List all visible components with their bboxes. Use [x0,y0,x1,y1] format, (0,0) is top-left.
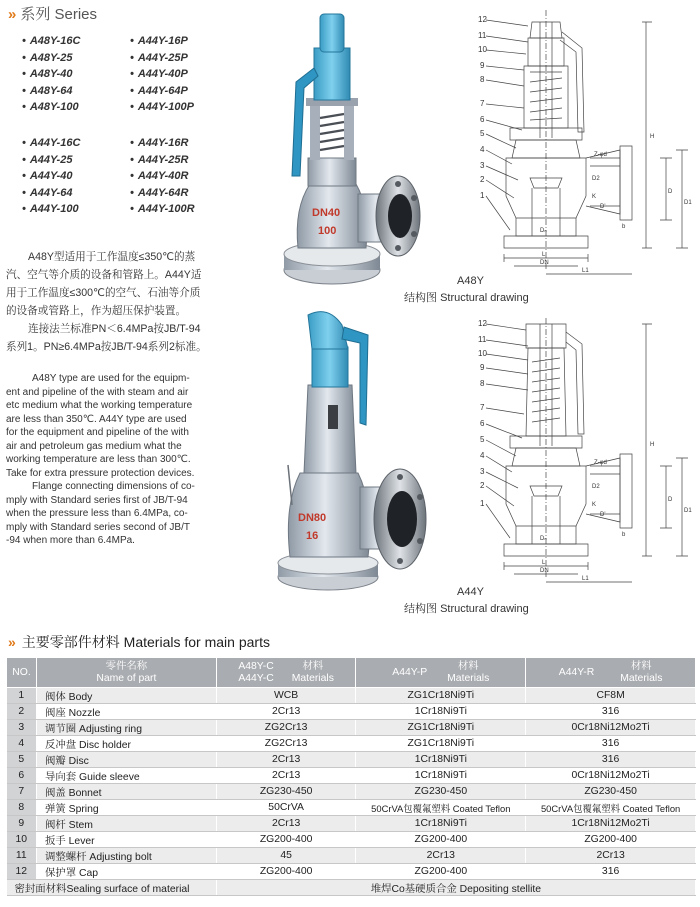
model-item: • A44Y-25P [130,51,188,64]
header-col2: A44Y-P 材料 Materials [356,658,526,688]
part-number-label: 3 [480,467,485,476]
model-item: • A44Y-100 [22,203,79,216]
part-number-label: 7 [480,403,485,412]
part-number-label: 7 [480,99,485,108]
table-row: 1 阀体 Body WCB ZG1Cr18Ni9Ti CF8M [7,688,696,704]
model-item: • A44Y-64 [22,186,73,199]
part-number-label: 9 [480,61,485,70]
dimension-label: K [592,502,597,508]
dimension-label: b [622,224,626,230]
dimension-label: Z-φd [594,460,607,466]
part-number-label: 12 [478,319,487,328]
model-item: • A44Y-64P [130,84,188,97]
header-col3: A44Y-R 材料 Materials [526,658,696,688]
sealing-label: 密封面材料Sealing surface of material [7,880,217,896]
part-number-label: 11 [478,335,487,344]
model-item: • A44Y-16P [130,35,188,47]
model-item: • A44Y-100P [130,101,194,114]
part-number-label: 10 [478,45,487,54]
dimension-label: Dₙ [540,228,547,234]
drawing-caption: 结构图 Structural drawing [404,292,529,304]
part-number-label: 6 [480,115,485,124]
drawing-caption: 结构图 Structural drawing [404,603,529,615]
model-item: • A44Y-64R [130,186,189,199]
structural-drawing-a48y [470,8,698,278]
dimension-label: H [650,442,655,448]
model-item: • A44Y-25 [22,153,73,166]
dimension-label: L [542,560,546,566]
dimension-label: Dₙ [540,536,547,542]
sealing-value: 堆焊Co基硬质合金 Depositing stellite [216,880,695,896]
valve-body-text: DN80 [298,512,327,524]
dimension-label: D' [600,204,606,210]
sealing-row [7,880,696,896]
part-number-label: 11 [478,31,487,40]
part-number-label: 5 [480,435,485,444]
model-list-a44y-r [130,135,260,218]
valve-body-text: 100 [318,225,337,237]
table-row: 4 反冲盘 Disc holder ZG2Cr13 ZG1Cr18Ni9Ti 316 [7,736,696,752]
table-row: 10 扳手 Lever ZG200-400 ZG200-400 ZG200-400 [7,832,696,848]
dimension-label: DN [540,260,549,266]
part-number-label: 8 [480,379,485,388]
dimension-label: K [592,194,597,200]
drawing-model-label: A48Y [457,275,484,287]
table-row: 11 调整螺杆 Adjusting bolt 45 2Cr13 2Cr13 [7,848,696,864]
dimension-label: D2 [592,176,600,182]
dimension-label: Z-φd [594,152,607,158]
table-row: 9 阀杆 Stem 2Cr13 1Cr18Ni9Ti 1Cr18Ni12Mo2Ti [7,816,696,832]
table-header-row [7,658,696,688]
part-number-label: 3 [480,161,485,170]
model-item: • A48Y-16C [22,35,81,47]
model-item: • A44Y-40 [22,170,73,183]
materials-title-text: 主要零部件材料 Materials for main parts [21,634,270,650]
series-title [8,3,97,24]
part-number-label: 1 [480,191,485,200]
part-number-label: 8 [480,75,485,84]
table-row: 2 阀座 Nozzle 2Cr13 1Cr18Ni9Ti 316 [7,704,696,720]
model-item: • A48Y-64 [22,84,73,97]
part-number-label: 4 [480,451,485,460]
valve-body-text: DN40 [312,207,341,219]
description-en: A48Y type are used for the equipm- ent and pipeline of the with steam and air etc medium what the working temperature are less than 350℃. A44Y type are used for the equipment and pipeline of the with air and petroleum gas medium what the working temperature are less than 300℃. Take for extra pressure protection devices. Flange connecting dimensions of co- mply with Standard series first of JB/T-94 when the pressure less than 6.4MPa, co- mply with Standard series second of JB/T -94 when more than 6.4MPa. [6,373,195,546]
part-number-label: 12 [478,15,487,24]
table-row: 6 导向套 Guide sleeve 2Cr13 1Cr18Ni9Ti 0Cr18Ni12Mo2Ti [7,768,696,784]
dimension-label: L1 [582,268,589,274]
model-item: • A44Y-25R [130,153,189,166]
part-number-label: 2 [480,175,485,184]
materials-table [6,657,696,896]
model-item: • A44Y-40R [130,170,189,183]
dimension-label: b [622,532,626,538]
dimension-label: D2 [592,484,600,490]
part-number-label: 2 [480,481,485,490]
dimension-label: D [668,497,673,503]
part-number-label: 9 [480,363,485,372]
dimension-label: H [650,134,655,140]
materials-title [8,632,270,652]
model-item: • A48Y-25 [22,51,73,64]
header-col1: A48Y-C A44Y-C 材料 Materials [216,658,356,688]
dimension-label: L [542,252,546,258]
model-item: • A44Y-100R [130,203,195,216]
part-number-label: 10 [478,349,487,358]
table-row: 7 阀盖 Bonnet ZG230-450 ZG230-450 ZG230-450 [7,784,696,800]
header-part: 零件名称 Name of part [36,658,216,688]
model-item: • A48Y-40 [22,68,73,81]
model-item: • A44Y-16C [22,137,81,149]
dimension-label: D1 [684,200,692,206]
description-cn: A48Y型适用于工作温度≤350℃的蒸 汽、空气等介质的设备和管路上。A44Y适 用于工作温度≤300℃的空气、石油等介质 的设备或管路上，作为超压保护装置。 连接法兰标准PN＜6.4MPa按JB/T-94 系列1。PN≥6.4MPa按JB/T-94系列2标准。 [6,251,207,353]
model-item: • A48Y-100 [22,101,79,114]
dimension-label: DN [540,568,549,574]
part-number-label: 5 [480,129,485,138]
model-item: • A44Y-16R [130,137,189,149]
dimension-label: L1 [582,576,589,582]
valve-photo-a44y [268,305,430,595]
table-row: 8 弹簧 Spring 50CrVA 50CrVA包覆氟塑料 Coated Teflon 50CrVA包覆氟塑料 Coated Teflon [7,800,696,816]
part-number-label: 4 [480,145,485,154]
series-title-text: 系列 Series [20,6,98,23]
model-list-a44y-p [130,33,260,116]
dimension-label: D [668,189,673,195]
part-number-label: 1 [480,499,485,508]
drawing-model-label: A44Y [457,586,484,598]
dimension-label: D1 [684,508,692,514]
table-row: 5 阀瓣 Disc 2Cr13 1Cr18Ni9Ti 316 [7,752,696,768]
valve-photo-a48y [270,8,430,290]
header-no: NO. [7,658,37,688]
dimension-label: D' [600,512,606,518]
table-row: 12 保护罩 Cap ZG200-400 ZG200-400 316 [7,864,696,880]
series-bullet-icon: » [8,6,17,23]
table-row: 3 调节圈 Adjusting ring ZG2Cr13 ZG1Cr18Ni9Ti 0Cr18Ni12Mo2Ti [7,720,696,736]
valve-body-text: 16 [306,530,319,542]
structural-drawing-a44y [470,316,698,586]
part-number-label: 6 [480,419,485,428]
materials-bullet-icon: » [8,634,16,650]
model-item: • A44Y-40P [130,68,188,81]
